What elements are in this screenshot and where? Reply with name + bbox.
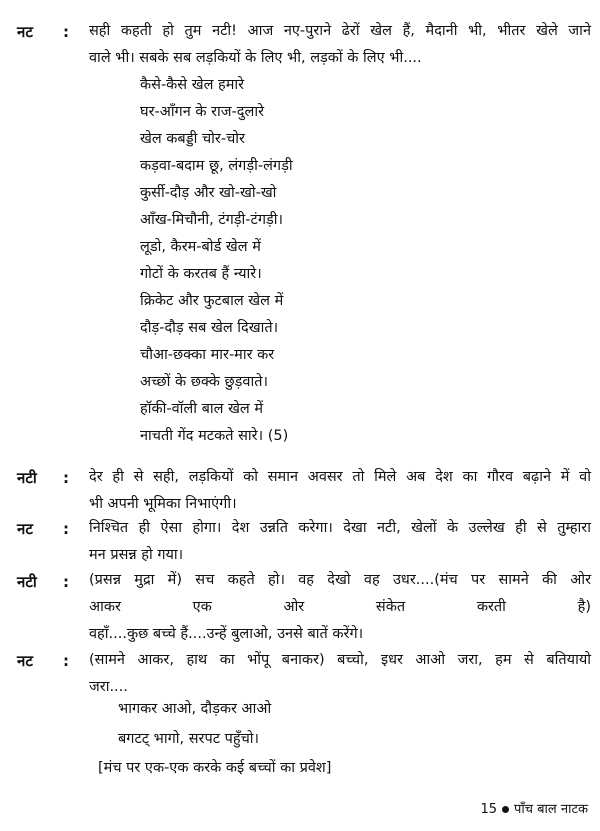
call-verse (118, 694, 558, 754)
dialogue-line: (प्रसन्न मुद्रा में) सच कहते हो। वह देखो वह उधर....(मंच पर सामने की ओर (89, 572, 591, 588)
dialogue-line: वाले भी। सबके सब लड़कियों के लिए भी, लड़कों के लिए भी.... (89, 50, 422, 66)
poem-line: नाचती गेंद मटकते सारे। (5) (140, 428, 289, 444)
dialogue-text (89, 464, 591, 518)
dialogue-line: मन प्रसन्न हो गया। (89, 547, 184, 563)
speaker-nati: नटी (17, 469, 37, 487)
poem-line: घर-आँगन के राज-दुलारे (140, 104, 265, 120)
speaker-colon: : (63, 469, 69, 487)
page-footer (480, 800, 588, 820)
poem-line: क्रिकेट और फुटबाल खेल में (140, 293, 284, 309)
speaker-nati: नटी (17, 573, 37, 591)
speaker-colon: : (63, 652, 69, 670)
dialogue-line: देर ही से सही, लड़कियों को समान अवसर तो मिले अब देश का गौरव बढ़ाने में वो (89, 469, 591, 485)
poem-line: अच्छों के छक्के छुड़वाते। (140, 374, 268, 390)
dialogue-line: भी अपनी भूमिका निभाएंगी। (89, 496, 237, 512)
poem-line: कुर्सी-दौड़ और खो-खो-खो (140, 185, 277, 201)
dialogue-text (89, 647, 591, 701)
dialogue-line: सही कहती हो तुम नटी! आज नए-पुराने ढेरों खेल हैं, मैदानी भी, भीतर खेले जाने (89, 23, 591, 39)
speaker-nat: नट (17, 652, 33, 670)
speaker-colon: : (63, 520, 69, 538)
page-number: 15 (480, 802, 497, 817)
dialogue-line: आकर एक ओर संकेत करती है) (89, 599, 591, 615)
poem-line: आँख-मिचौनी, टंगड़ी-टंगड़ी। (140, 212, 284, 228)
speaker-colon: : (63, 23, 69, 41)
dialogue-text (89, 515, 591, 569)
dialogue-line: जरा.... (89, 679, 128, 695)
poem-line: दौड़-दौड़ सब खेल दिखाते। (140, 320, 279, 336)
bullet-dot-icon (502, 806, 509, 813)
dialogue-line: वहाँ....कुछ बच्चे हैं....उन्हें बुलाओ, उनसे बातें करेंगे। (89, 626, 364, 642)
dialogue-line: (सामने आकर, हाथ का भोंपू बनाकर) बच्चो, इधर आओ जरा, हम से बतियायो (89, 652, 591, 668)
poem-line: चौआ-छक्का मार-मार कर (140, 347, 275, 363)
poem-line: गोटों के करतब हैं न्यारे। (140, 266, 262, 282)
poem-line: बगटट् भागो, सरपट पहुँचो। (118, 731, 260, 747)
poem-verse (140, 72, 580, 450)
poem-line: हॉकी-वॉली बाल खेल में (140, 401, 264, 417)
poem-line: भागकर आओ, दौड़कर आओ (118, 701, 272, 717)
dialogue-text (89, 567, 591, 648)
poem-line: कड़वा-बदाम छू, लंगड़ी-लंगड़ी (140, 158, 293, 174)
poem-line: खेल कबड्डी चोर-चोर (140, 131, 245, 147)
book-title: पाँच बाल नाटक (514, 802, 588, 817)
stage-direction: [मंच पर एक-एक करके कई बच्चों का प्रवेश] (98, 760, 332, 776)
dialogue-line: निश्चित ही ऐसा होगा। देश उन्नति करेगा। देखा नटी, खेलों के उल्लेख ही से तुम्हारा (89, 520, 591, 536)
speaker-nat: नट (17, 23, 33, 41)
speaker-nat: नट (17, 520, 33, 538)
poem-line: कैसे-कैसे खेल हमारे (140, 77, 245, 93)
poem-line: लूडो, कैरम-बोर्ड खेल में (140, 239, 261, 255)
speaker-colon: : (63, 573, 69, 591)
dialogue-text (89, 18, 591, 72)
